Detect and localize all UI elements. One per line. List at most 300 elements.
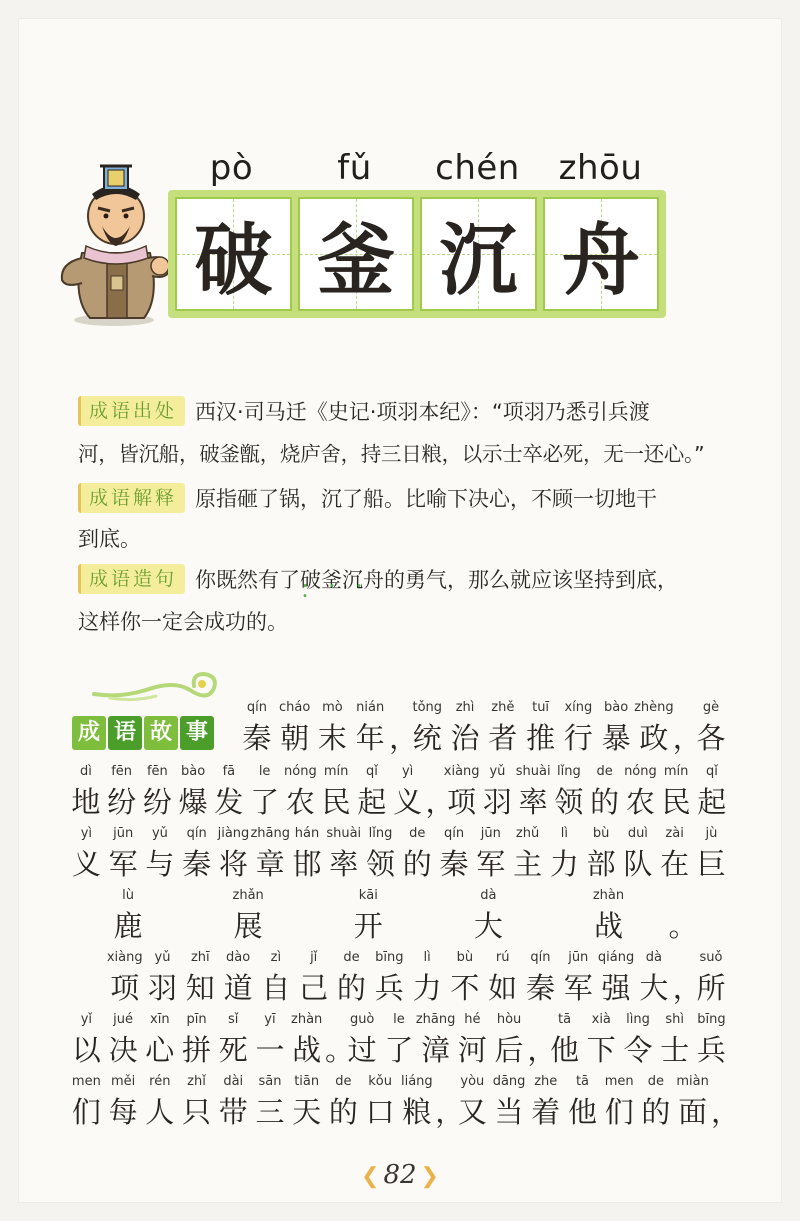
story-pinyin: kǒu <box>368 1074 392 1089</box>
title-char: 破 <box>194 216 273 306</box>
story-pinyin: zhāng <box>415 1012 456 1027</box>
story-char <box>257 950 295 1010</box>
story-pinyin: zhāng <box>250 826 290 841</box>
story-pinyin: mín <box>323 764 349 779</box>
story-hanzi: 爆 <box>178 785 208 819</box>
story-hanzi: 领 <box>554 785 584 819</box>
story-pinyin: qiáng <box>597 950 635 965</box>
story-char <box>635 700 673 760</box>
story-hanzi: 与 <box>145 847 175 881</box>
story-char <box>522 950 560 1010</box>
story-pinyin: mín <box>663 764 689 779</box>
story-pinyin: sān <box>258 1074 282 1089</box>
story-char <box>211 764 247 824</box>
story-hanzi: 统 <box>412 721 442 755</box>
story-pinyin: liáng <box>400 1074 433 1089</box>
story-pinyin: tiān <box>294 1074 320 1089</box>
story-hanzi: 项 <box>447 785 477 819</box>
story-char <box>446 700 484 760</box>
story-pinyin: lìng <box>626 1012 650 1027</box>
example-section <box>78 558 728 644</box>
story-char <box>693 826 730 886</box>
story-hanzi: 一 <box>255 1033 285 1067</box>
story-pinyin: qín <box>443 826 465 841</box>
story-pinyin: men <box>604 1074 634 1089</box>
story-char <box>325 1074 362 1134</box>
story-hanzi: 巨 <box>696 847 726 881</box>
story-char <box>674 1074 711 1134</box>
story-pinyin: yòu <box>460 1074 485 1089</box>
story-pinyin: xíng <box>564 700 593 715</box>
story-char <box>444 764 480 824</box>
story-pinyin: dì <box>79 764 92 779</box>
story-char <box>559 950 597 1010</box>
story-pinyin: dāng <box>492 1074 526 1089</box>
story-char <box>288 1012 325 1072</box>
story-hanzi: 秦 <box>182 847 212 881</box>
story-char <box>68 764 104 824</box>
story-pinyin: dào <box>226 950 251 965</box>
story-hanzi: 纷 <box>142 785 172 819</box>
story-char <box>325 826 362 886</box>
story-pinyin: yǔ <box>151 826 168 841</box>
story-pinyin: bào <box>181 764 206 779</box>
story-pinyin: rú <box>495 950 510 965</box>
story-hanzi: 秦 <box>242 721 272 755</box>
story-pinyin: men <box>71 1074 101 1089</box>
story-pinyin: zhǎn <box>232 888 264 903</box>
story-char <box>597 950 635 1010</box>
story-char <box>546 1012 583 1072</box>
story-char <box>446 950 484 1010</box>
title-char: 釜 <box>316 216 395 306</box>
story-pinyin: měi <box>110 1074 136 1089</box>
story-hanzi: 队 <box>623 847 653 881</box>
story-pinyin: bù <box>456 950 474 965</box>
story-pinyin: yǐ <box>80 1012 93 1027</box>
story-hanzi: 军 <box>563 971 593 1005</box>
story-pinyin: lǐng <box>557 764 581 779</box>
story-pinyin: fā <box>222 764 236 779</box>
story-hanzi: 民 <box>321 785 351 819</box>
story-pinyin: shuài <box>515 764 551 779</box>
story-char <box>583 1012 620 1072</box>
story-hanzi: 各 <box>696 721 726 755</box>
story-line <box>68 1074 741 1134</box>
page-number-value: 82 <box>383 1160 417 1190</box>
story-char <box>104 764 140 824</box>
story-char <box>417 1012 454 1072</box>
story-hanzi: 民 <box>661 785 691 819</box>
story-char <box>638 1074 675 1134</box>
story-hanzi: 过 <box>347 1033 377 1067</box>
story-char <box>215 826 252 886</box>
title-char: 舟 <box>561 216 640 306</box>
story-char <box>362 1074 399 1134</box>
story-pinyin: de <box>596 764 613 779</box>
story-char <box>522 700 560 760</box>
story-char <box>619 826 656 886</box>
example-idiom: 破釜沉舟 • • • • <box>300 568 384 592</box>
story-pinyin: le <box>393 1012 405 1027</box>
story-hanzi: 的 <box>641 1095 671 1129</box>
story-pinyin: qǐ <box>365 764 378 779</box>
story-char <box>178 826 215 886</box>
story-hanzi: 着 <box>531 1095 561 1129</box>
story-pinyin: qín <box>246 700 267 715</box>
story-hanzi: 率 <box>329 847 359 881</box>
story-pinyin: hé <box>464 1012 481 1027</box>
story-pinyin: de <box>343 950 360 965</box>
story-hanzi: 战 <box>292 1033 322 1067</box>
story-char <box>105 1074 142 1134</box>
story-char <box>635 950 673 1010</box>
title-char-cell <box>175 197 292 311</box>
story-char <box>289 826 326 886</box>
story-char <box>656 1012 693 1072</box>
story-char <box>362 826 399 886</box>
story-char <box>692 700 730 760</box>
story-tag-char: 事 <box>180 716 214 750</box>
story-char <box>390 764 426 824</box>
story-hanzi: 们 <box>71 1095 101 1129</box>
source-tag: 成语出处 <box>78 396 185 426</box>
story-tag-char: 成 <box>72 716 106 750</box>
story-char <box>658 764 694 824</box>
story-char <box>142 826 179 886</box>
story-line <box>68 888 730 948</box>
title-char-cell <box>420 197 537 311</box>
story-hanzi: 羽 <box>147 971 177 1005</box>
story-hanzi: 的 <box>590 785 620 819</box>
story-pinyin: mò <box>322 700 343 715</box>
story-hanzi: 发 <box>214 785 244 819</box>
story-pinyin: shì <box>665 1012 685 1027</box>
story-char <box>620 1012 657 1072</box>
story-hanzi: 末 <box>317 721 347 755</box>
cloud-swirl-ornament <box>90 668 220 708</box>
story-hanzi: 力 <box>549 847 579 881</box>
story-char <box>548 888 668 948</box>
story-hanzi: 年 <box>355 721 385 755</box>
story-char <box>252 826 289 886</box>
story-pinyin: bīng <box>697 1012 726 1027</box>
story-pinyin: xiàng <box>106 950 143 965</box>
story-pinyin: jǐ <box>310 950 318 965</box>
story-hanzi: 自 <box>261 971 291 1005</box>
story-pinyin: xià <box>591 1012 611 1027</box>
story-char <box>436 826 473 886</box>
story-hanzi: 大 <box>473 909 503 943</box>
story-hanzi: 带 <box>218 1095 248 1129</box>
story-pinyin: de <box>335 1074 352 1089</box>
story-hanzi: 开 <box>353 909 383 943</box>
story-hanzi: 朝 <box>280 721 310 755</box>
story-hanzi: 们 <box>604 1095 634 1129</box>
title-pinyin: pò <box>209 148 254 188</box>
story-hanzi: 只 <box>182 1095 212 1129</box>
story-tag-char: 语 <box>108 716 142 750</box>
story-pinyin: miàn <box>676 1074 709 1089</box>
story-pinyin: tǒng <box>412 700 443 715</box>
story-hanzi: 所 <box>696 971 726 1005</box>
story-hanzi: 知 <box>185 971 215 1005</box>
story-char <box>68 1012 105 1072</box>
story-punct: ， <box>672 721 702 755</box>
story-char <box>480 764 516 824</box>
story-hanzi: 决 <box>108 1033 138 1067</box>
story-char <box>559 700 597 760</box>
story-pinyin: nóng <box>624 764 657 779</box>
story-hanzi: 口 <box>365 1095 395 1129</box>
story-hanzi: 将 <box>218 847 248 881</box>
scholar-illustration <box>52 158 182 328</box>
story-punct: ， <box>389 721 419 755</box>
story-hanzi: 了 <box>250 785 280 819</box>
story-hanzi: 心 <box>145 1033 175 1067</box>
story-pinyin: jūn <box>480 826 501 841</box>
story-hanzi: 强 <box>601 971 631 1005</box>
story-char <box>509 826 546 886</box>
story-pinyin: de <box>409 826 426 841</box>
story-pinyin: duì <box>627 826 648 841</box>
story-char <box>175 764 211 824</box>
story-hanzi: 起 <box>357 785 387 819</box>
story-hanzi: 暴 <box>601 721 631 755</box>
story-hanzi: 大 <box>639 971 669 1005</box>
story-char <box>141 1012 178 1072</box>
story-pinyin: le <box>258 764 271 779</box>
source-section <box>78 390 728 476</box>
story-pinyin: yī <box>264 1012 276 1027</box>
story-hanzi: 又 <box>457 1095 487 1129</box>
story-pinyin: yǔ <box>489 764 506 779</box>
story-punct: ， <box>672 971 702 1005</box>
title-pinyin: chén <box>435 148 520 188</box>
story-hanzi: 不 <box>450 971 480 1005</box>
story-punct: 。 <box>668 909 698 943</box>
story-pinyin: qín <box>186 826 207 841</box>
story-pinyin: lì <box>560 826 568 841</box>
story-char <box>252 1074 289 1134</box>
story-pinyin: jūn <box>568 950 589 965</box>
story-char <box>144 950 182 1010</box>
story-punct: ， <box>425 785 455 819</box>
story-char <box>247 764 283 824</box>
story-char <box>178 1012 215 1072</box>
story-punct: 。 <box>325 1033 355 1067</box>
story-pinyin: hán <box>294 826 320 841</box>
story-char <box>344 1012 381 1072</box>
story-pinyin: bào <box>604 700 629 715</box>
story-hanzi: 项 <box>110 971 140 1005</box>
story-char <box>105 1012 142 1072</box>
story-char <box>694 764 730 824</box>
story-hanzi: 三 <box>255 1095 285 1129</box>
story-pinyin: zhě <box>491 700 515 715</box>
story-pinyin: suǒ <box>699 950 723 965</box>
story-char <box>288 1074 325 1134</box>
story-hanzi: 的 <box>328 1095 358 1129</box>
story-char <box>252 1012 289 1072</box>
story-char <box>398 1074 435 1134</box>
story-char <box>484 700 522 760</box>
story-pinyin: bīng <box>375 950 404 965</box>
story-pinyin: zhì <box>455 700 475 715</box>
story-char <box>178 1074 215 1134</box>
title-char: 沉 <box>439 216 518 306</box>
story-char <box>351 700 389 760</box>
story-hanzi: 行 <box>563 721 593 755</box>
story-hanzi: 战 <box>593 909 623 943</box>
story-char <box>318 764 354 824</box>
story-hanzi: 率 <box>518 785 548 819</box>
story-char <box>692 950 730 1010</box>
story-punct: ， <box>435 1095 465 1129</box>
story-pinyin: sǐ <box>228 1012 239 1027</box>
story-pinyin: fēn <box>146 764 168 779</box>
left-arrow-icon: ❮ <box>361 1164 380 1189</box>
story-hanzi: 地 <box>71 785 101 819</box>
title-pinyin: fǔ <box>337 148 372 188</box>
story-hanzi: 农 <box>625 785 655 819</box>
story-char <box>215 1012 252 1072</box>
story-char <box>333 950 371 1010</box>
story-hanzi: 后 <box>494 1033 524 1067</box>
story-char <box>454 1012 491 1072</box>
story-char <box>354 764 390 824</box>
story-pinyin: xīn <box>150 1012 170 1027</box>
story-pinyin: cháo <box>278 700 311 715</box>
story-char <box>551 764 587 824</box>
story-hanzi: 纷 <box>107 785 137 819</box>
story-char <box>601 1074 638 1134</box>
story-char <box>583 826 620 886</box>
story-hanzi: 军 <box>108 847 138 881</box>
story-hanzi: 下 <box>586 1033 616 1067</box>
example-tag: 成语造句 <box>78 564 185 594</box>
example-text-1a: 你既然有了 <box>195 568 301 592</box>
story-char <box>308 888 428 948</box>
story-char <box>314 700 352 760</box>
story-hanzi: 羽 <box>482 785 512 819</box>
story-hanzi: 令 <box>623 1033 653 1067</box>
story-char <box>370 950 408 1010</box>
story-hanzi: 部 <box>586 847 616 881</box>
story-pinyin: yì <box>401 764 414 779</box>
story-hanzi: 了 <box>384 1033 414 1067</box>
story-hanzi: 拼 <box>182 1033 212 1067</box>
story-char <box>491 1012 528 1072</box>
story-hanzi: 漳 <box>421 1033 451 1067</box>
story-char <box>181 950 219 1010</box>
story-hanzi: 当 <box>494 1095 524 1129</box>
story-pinyin: zì <box>270 950 282 965</box>
story-hanzi: 主 <box>513 847 543 881</box>
story-pinyin: tuī <box>532 700 550 715</box>
story-char <box>381 1012 418 1072</box>
story-pinyin: jù <box>705 826 718 841</box>
story-pinyin: lù <box>122 888 134 903</box>
story-hanzi: 如 <box>488 971 518 1005</box>
story-hanzi: 政 <box>639 721 669 755</box>
story-char <box>399 826 436 886</box>
story-char <box>68 1074 105 1134</box>
story-pinyin: dà <box>645 950 662 965</box>
story-pinyin: zhàn <box>592 888 625 903</box>
title-pinyin-row <box>170 148 670 192</box>
story-hanzi: 河 <box>457 1033 487 1067</box>
story-hanzi: 面 <box>678 1095 708 1129</box>
story-char <box>215 1074 252 1134</box>
story-char <box>428 888 548 948</box>
story-pinyin: zhàn <box>291 1012 323 1027</box>
story-char <box>693 1012 730 1072</box>
story-char <box>515 764 551 824</box>
story-char <box>295 950 333 1010</box>
meaning-section <box>78 477 728 561</box>
story-pinyin: guò <box>349 1012 375 1027</box>
story-char <box>408 950 446 1010</box>
story-char <box>276 700 314 760</box>
example-text-1b: 的勇气，那么就应该坚持到底， <box>384 568 679 592</box>
story-pinyin: zhǐ <box>187 1074 206 1089</box>
story-line <box>68 764 730 824</box>
story-pinyin: zài <box>665 826 684 841</box>
story-pinyin: dài <box>223 1074 244 1089</box>
right-arrow-icon: ❯ <box>420 1164 439 1189</box>
story-char <box>68 826 105 886</box>
story-pinyin: qǐ <box>705 764 718 779</box>
story-hanzi: 在 <box>660 847 690 881</box>
source-text-2: 河，皆沉船，破釜甑，烧庐舍，持三日粮，以示士卒必死，无一还心。” <box>78 442 705 466</box>
meaning-tag: 成语解释 <box>78 483 185 513</box>
story-char <box>105 826 142 886</box>
story-char <box>106 950 144 1010</box>
story-hanzi: 粮 <box>402 1095 432 1129</box>
story-pinyin: hòu <box>496 1012 522 1027</box>
story-pinyin: gè <box>702 700 720 715</box>
page-number <box>0 1160 800 1190</box>
story-hanzi: 义 <box>393 785 423 819</box>
story-hanzi: 己 <box>299 971 329 1005</box>
story-pinyin: bù <box>592 826 610 841</box>
story-pinyin: fēn <box>111 764 133 779</box>
story-char <box>283 764 319 824</box>
story-hanzi: 士 <box>660 1033 690 1067</box>
story-line <box>68 826 730 886</box>
story-char <box>491 1074 528 1134</box>
story-hanzi: 兵 <box>696 1033 726 1067</box>
story-hanzi: 他 <box>567 1095 597 1129</box>
story-pinyin: yì <box>80 826 93 841</box>
story-pinyin: lì <box>423 950 431 965</box>
source-text-1: 西汉·司马迁《史记·项羽本纪》：“项羽乃悉引兵渡 <box>195 400 650 424</box>
title-pinyin: zhōu <box>558 148 643 188</box>
story-pinyin: kāi <box>358 888 378 903</box>
example-text-2: 这样你一定会成功的。 <box>78 610 288 634</box>
story-punct: ， <box>527 1033 557 1067</box>
story-hanzi: 鹿 <box>113 909 143 943</box>
story-hanzi: 他 <box>550 1033 580 1067</box>
story-hanzi: 起 <box>697 785 727 819</box>
story-pinyin: tā <box>558 1012 572 1027</box>
story-char <box>454 1074 491 1134</box>
story-hanzi: 的 <box>336 971 366 1005</box>
story-hanzi: 道 <box>223 971 253 1005</box>
story-hanzi: 兵 <box>374 971 404 1005</box>
story-pinyin: jūn <box>113 826 134 841</box>
